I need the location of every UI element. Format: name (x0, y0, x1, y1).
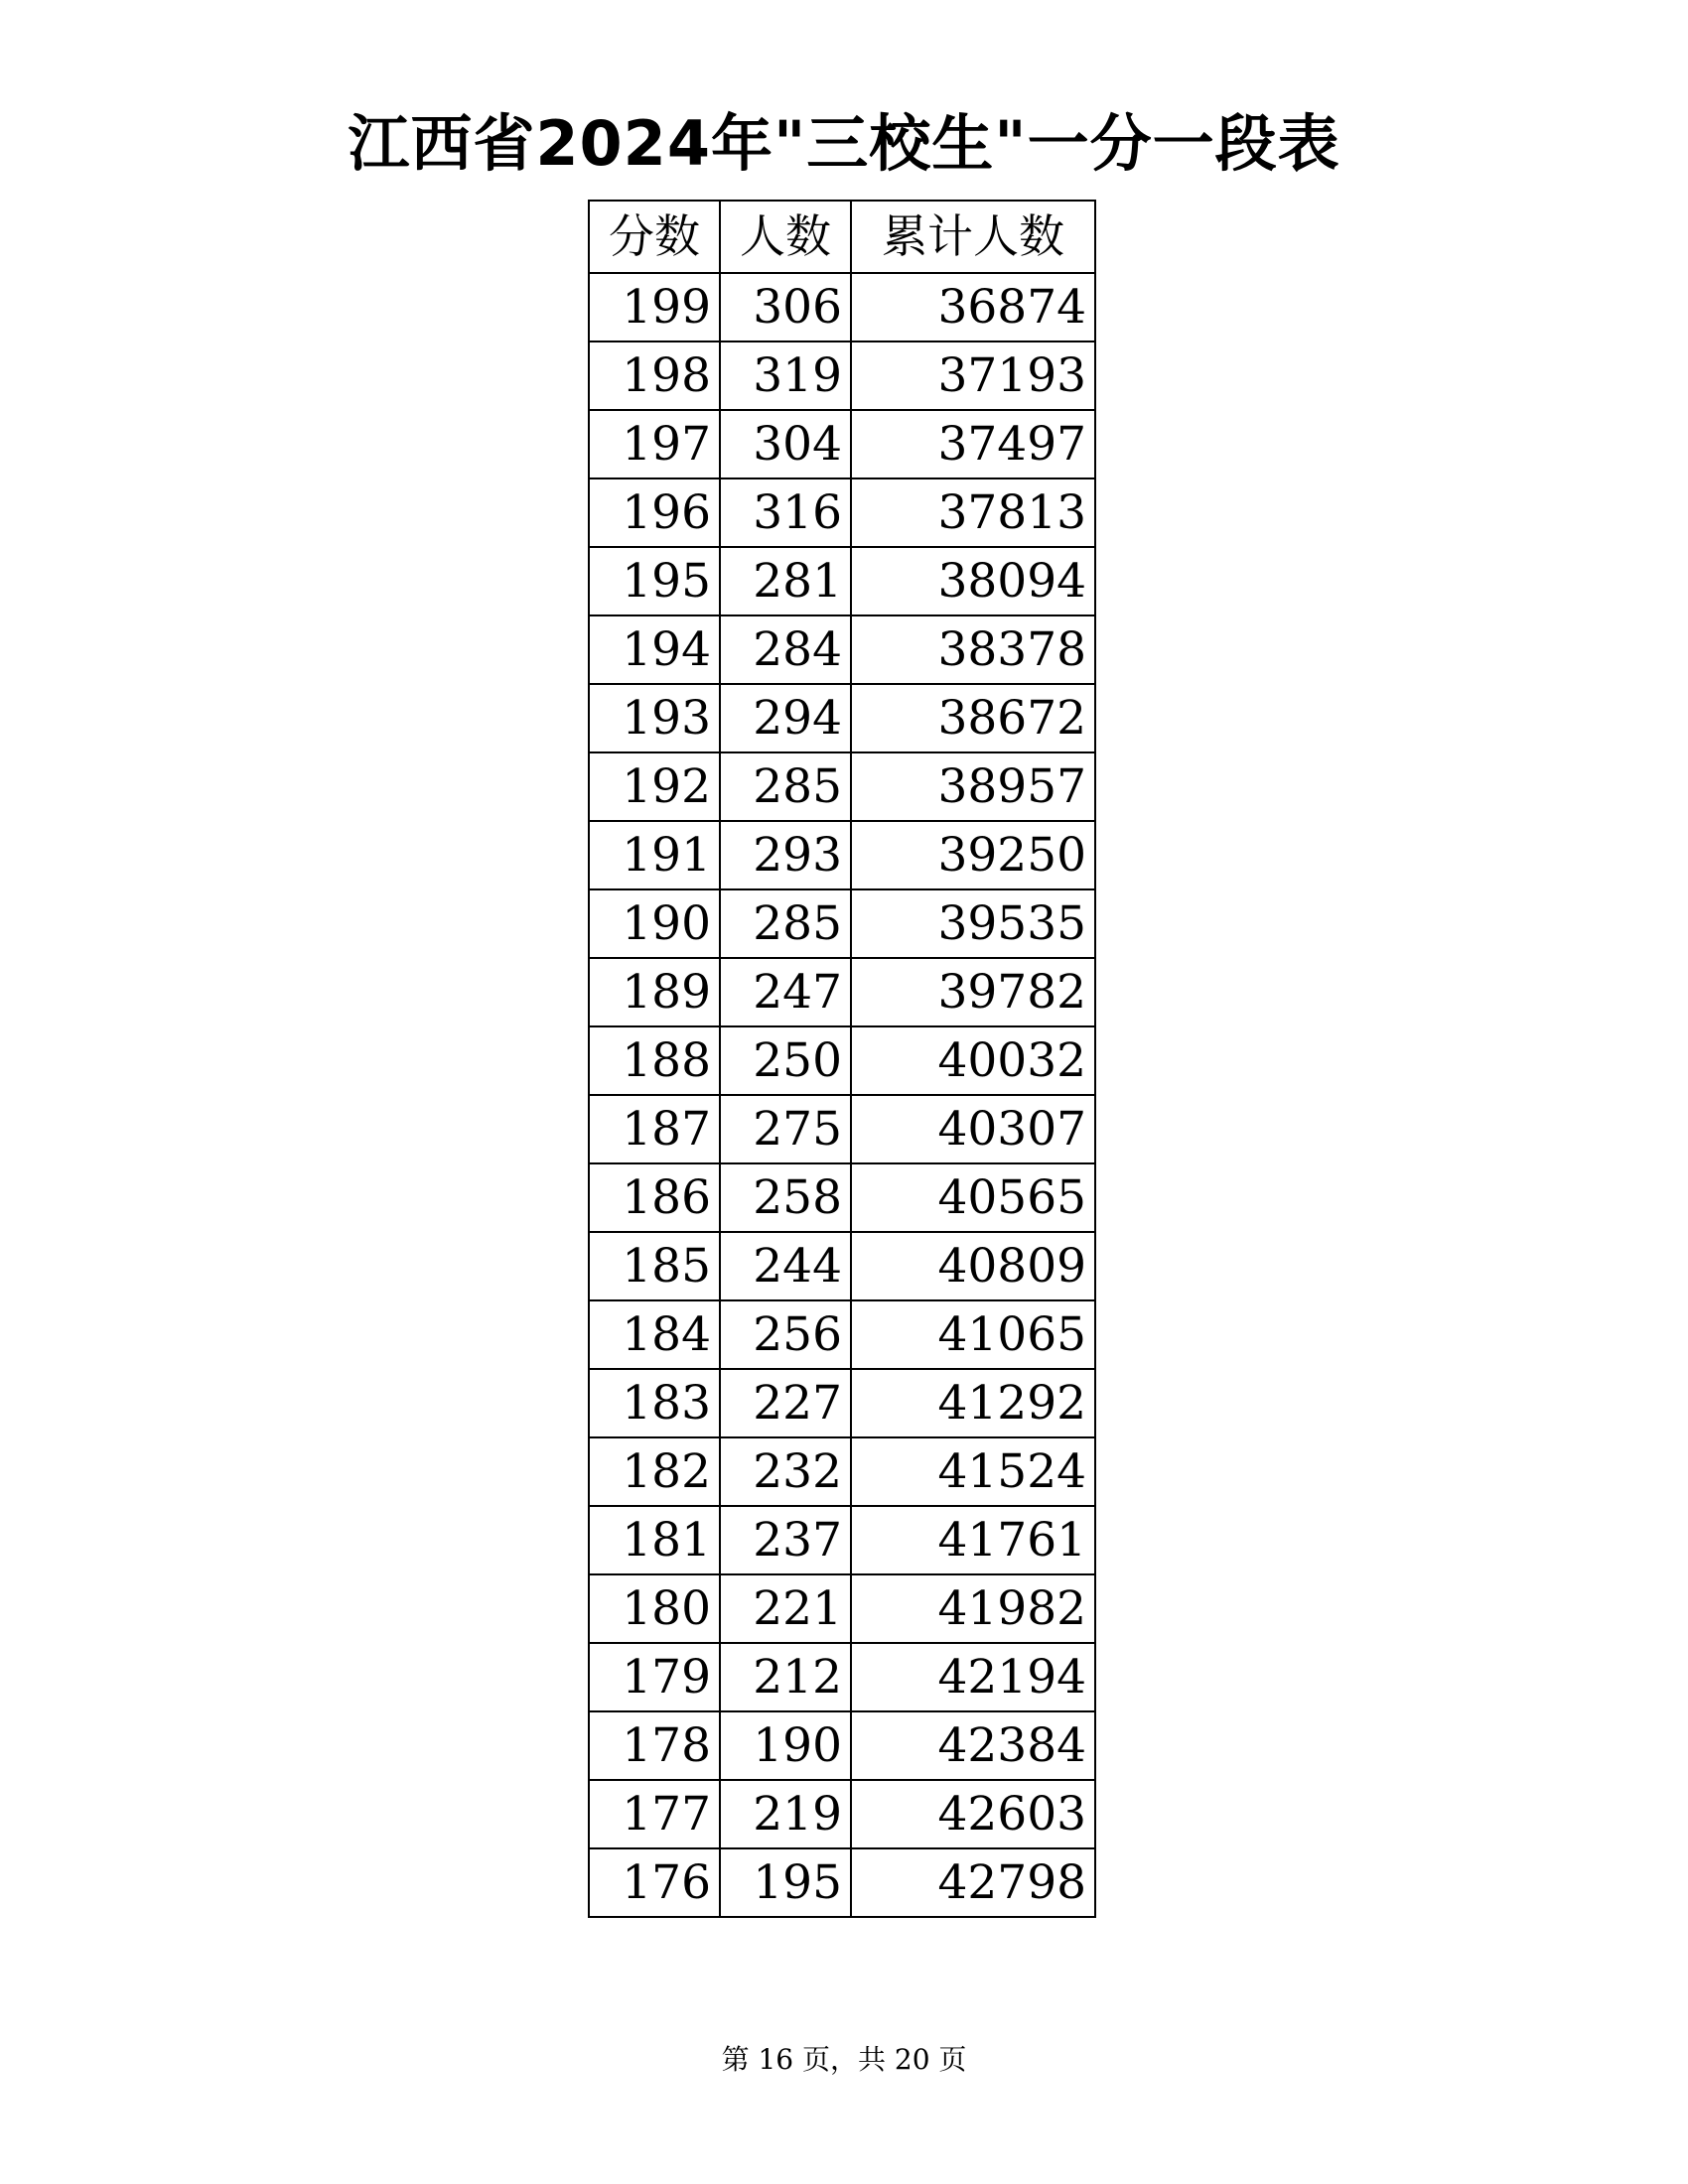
page-footer: 第 16 页，共 20 页 (721, 2043, 967, 2076)
count-cell: 284 (720, 615, 851, 684)
cumulative-cell: 39782 (851, 958, 1095, 1026)
table-row (589, 1369, 1095, 1437)
score-cell: 191 (589, 821, 720, 889)
count-cell: 195 (720, 1848, 851, 1917)
score-cell: 184 (589, 1300, 720, 1369)
table-row (589, 1095, 1095, 1163)
table-row (589, 478, 1095, 547)
score-cell: 196 (589, 478, 720, 547)
count-cell: 190 (720, 1711, 851, 1780)
cumulative-cell: 39250 (851, 821, 1095, 889)
table-row (589, 1232, 1095, 1300)
count-cell: 258 (720, 1163, 851, 1232)
score-cell: 198 (589, 341, 720, 410)
cumulative-cell: 38094 (851, 547, 1095, 615)
score-cell: 199 (589, 273, 720, 341)
cumulative-cell: 40565 (851, 1163, 1095, 1232)
cumulative-cell: 37193 (851, 341, 1095, 410)
count-cell: 306 (720, 273, 851, 341)
count-cell: 221 (720, 1574, 851, 1643)
count-cell: 294 (720, 684, 851, 752)
table-row (589, 889, 1095, 958)
table-row (589, 1437, 1095, 1506)
score-cell: 182 (589, 1437, 720, 1506)
cumulative-cell: 37813 (851, 478, 1095, 547)
cumulative-cell: 37497 (851, 410, 1095, 478)
count-cell: 227 (720, 1369, 851, 1437)
count-cell: 237 (720, 1506, 851, 1574)
score-cell: 197 (589, 410, 720, 478)
score-cell: 177 (589, 1780, 720, 1848)
score-cell: 188 (589, 1026, 720, 1095)
score-cell: 186 (589, 1163, 720, 1232)
header-count: 人数 (720, 201, 851, 273)
count-cell: 250 (720, 1026, 851, 1095)
count-cell: 275 (720, 1095, 851, 1163)
table-row (589, 1780, 1095, 1848)
table-row (589, 1163, 1095, 1232)
table-row (589, 958, 1095, 1026)
score-cell: 179 (589, 1643, 720, 1711)
cumulative-cell: 38378 (851, 615, 1095, 684)
count-cell: 285 (720, 752, 851, 821)
cumulative-cell: 38957 (851, 752, 1095, 821)
count-cell: 212 (720, 1643, 851, 1711)
cumulative-cell: 38672 (851, 684, 1095, 752)
cumulative-cell: 41065 (851, 1300, 1095, 1369)
cumulative-cell: 42194 (851, 1643, 1095, 1711)
count-cell: 232 (720, 1437, 851, 1506)
count-cell: 319 (720, 341, 851, 410)
score-cell: 176 (589, 1848, 720, 1917)
score-cell: 185 (589, 1232, 720, 1300)
cumulative-cell: 42384 (851, 1711, 1095, 1780)
table-row (589, 615, 1095, 684)
count-cell: 219 (720, 1780, 851, 1848)
cumulative-cell: 41761 (851, 1506, 1095, 1574)
score-cell: 194 (589, 615, 720, 684)
table-row (589, 1848, 1095, 1917)
cumulative-cell: 36874 (851, 273, 1095, 341)
count-cell: 316 (720, 478, 851, 547)
score-distribution-table (588, 200, 1096, 1918)
table-header-row (589, 201, 1095, 273)
header-cumulative: 累计人数 (851, 201, 1095, 273)
score-cell: 183 (589, 1369, 720, 1437)
table-row (589, 1506, 1095, 1574)
cumulative-cell: 39535 (851, 889, 1095, 958)
score-cell: 195 (589, 547, 720, 615)
score-cell: 180 (589, 1574, 720, 1643)
score-cell: 187 (589, 1095, 720, 1163)
page-title: 江西省2024年"三校生"一分一段表 (348, 107, 1340, 180)
score-cell: 192 (589, 752, 720, 821)
cumulative-cell: 42798 (851, 1848, 1095, 1917)
table-row (589, 752, 1095, 821)
count-cell: 247 (720, 958, 851, 1026)
score-cell: 178 (589, 1711, 720, 1780)
count-cell: 281 (720, 547, 851, 615)
cumulative-cell: 41524 (851, 1437, 1095, 1506)
table-row (589, 1711, 1095, 1780)
table-row (589, 1643, 1095, 1711)
table-row (589, 547, 1095, 615)
score-cell: 190 (589, 889, 720, 958)
table-row (589, 1026, 1095, 1095)
count-cell: 293 (720, 821, 851, 889)
score-cell: 193 (589, 684, 720, 752)
count-cell: 256 (720, 1300, 851, 1369)
cumulative-cell: 41982 (851, 1574, 1095, 1643)
score-cell: 181 (589, 1506, 720, 1574)
table-row (589, 1574, 1095, 1643)
table-row (589, 410, 1095, 478)
header-score: 分数 (589, 201, 720, 273)
table-row (589, 273, 1095, 341)
table-row (589, 821, 1095, 889)
count-cell: 285 (720, 889, 851, 958)
cumulative-cell: 41292 (851, 1369, 1095, 1437)
count-cell: 244 (720, 1232, 851, 1300)
cumulative-cell: 40307 (851, 1095, 1095, 1163)
cumulative-cell: 40032 (851, 1026, 1095, 1095)
table-row (589, 684, 1095, 752)
score-cell: 189 (589, 958, 720, 1026)
table-row (589, 1300, 1095, 1369)
cumulative-cell: 40809 (851, 1232, 1095, 1300)
table-body (589, 273, 1095, 1917)
count-cell: 304 (720, 410, 851, 478)
cumulative-cell: 42603 (851, 1780, 1095, 1848)
table-row (589, 341, 1095, 410)
